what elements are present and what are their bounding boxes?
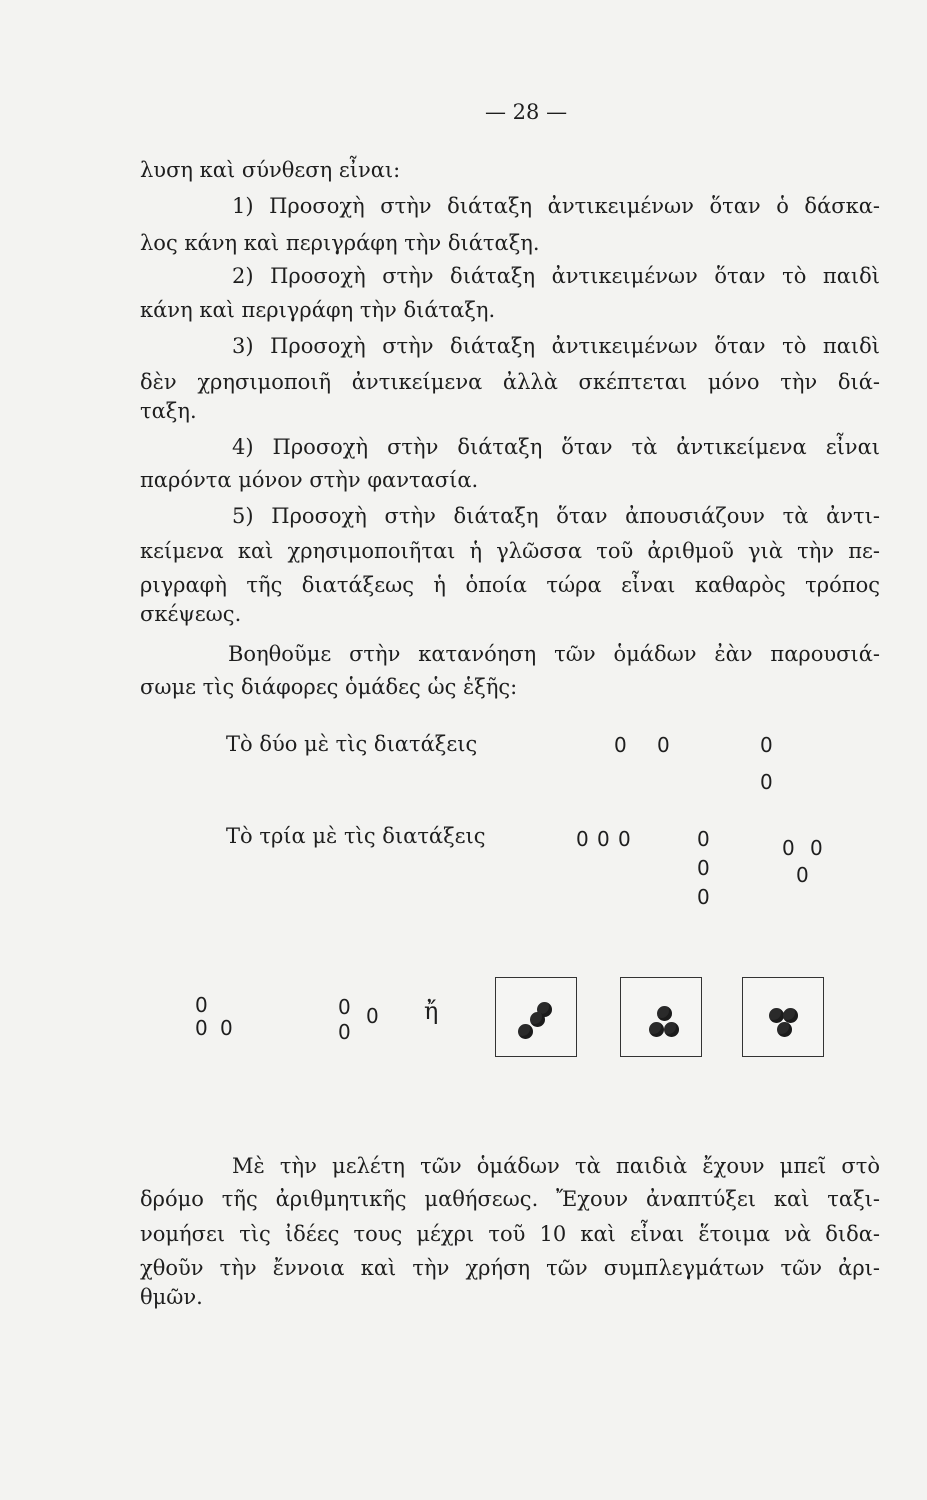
zero-mark: 0 bbox=[618, 827, 631, 851]
dot-box bbox=[495, 977, 577, 1057]
zero-mark: 0 bbox=[796, 863, 809, 887]
text-line: παρόντα μόνον στὴν φαντασία. bbox=[140, 468, 479, 492]
text-line: θμῶν. bbox=[140, 1285, 203, 1309]
zero-mark: 0 bbox=[782, 836, 795, 860]
text-line: 5) Προσοχὴ στὴν διάταξη ὅταν ἀπουσιάζουν τὰ ἀντι- bbox=[232, 504, 880, 528]
text-line: Βοηθοῦμε στὴν κατανόηση τῶν ὁμάδων ἐὰν παρουσιά- bbox=[228, 642, 880, 666]
text-line: λυση καὶ σύνθεση εἶναι: bbox=[140, 158, 401, 182]
dot-box bbox=[620, 977, 702, 1057]
dot bbox=[769, 1008, 784, 1023]
zero-mark: 0 bbox=[220, 1016, 233, 1040]
text-line: 2) Προσοχὴ στὴν διάταξη ἀντικειμένων ὅταν τὸ παιδὶ bbox=[232, 264, 880, 288]
zero-mark: 0 bbox=[576, 827, 589, 851]
zero-mark: 0 bbox=[338, 1020, 351, 1044]
dot bbox=[649, 1022, 664, 1037]
text-line: σωμε τὶς διάφορες ὁμάδες ὡς ἑξῆς: bbox=[140, 675, 518, 699]
zero-mark: 0 bbox=[597, 827, 610, 851]
text-line: ριγραφὴ τῆς διατάξεως ἡ ὁποία τώρα εἶναι καθαρὸς τρόπος bbox=[140, 573, 880, 597]
two-label: Τὸ δύο μὲ τὶς διατάξεις bbox=[226, 732, 478, 756]
text-line: νομήσει τὶς ἰδέες τους μέχρι τοῦ 10 καὶ εἶναι ἕτοιμα νὰ διδα- bbox=[140, 1222, 880, 1246]
text-line: λος κάνη καὶ περιγράφη τὴν διάταξη. bbox=[140, 231, 540, 255]
dot bbox=[664, 1022, 679, 1037]
zero-mark: 0 bbox=[760, 733, 773, 757]
zero-mark: 0 bbox=[697, 856, 710, 880]
zero-mark: 0 bbox=[338, 995, 351, 1019]
zero-mark: 0 bbox=[195, 1016, 208, 1040]
text-line: 4) Προσοχὴ στὴν διάταξη ὅταν τὰ ἀντικείμενα εἶναι bbox=[232, 435, 880, 459]
zero-mark: 0 bbox=[760, 770, 773, 794]
or-word: ἤ bbox=[424, 997, 439, 1025]
text-line: 3) Προσοχὴ στὴν διάταξη ἀντικειμένων ὅταν τὸ παιδὶ bbox=[232, 334, 880, 358]
page-number: — 28 — bbox=[485, 100, 568, 124]
zero-mark: 0 bbox=[810, 836, 823, 860]
text-line: χθοῦν τὴν ἔννοια καὶ τὴν χρήση τῶν συμπλεγμάτων τῶν ἀρι- bbox=[140, 1256, 880, 1280]
dot bbox=[530, 1012, 545, 1027]
zero-mark: 0 bbox=[697, 885, 710, 909]
text-line: σκέψεως. bbox=[140, 602, 242, 626]
text-line: Μὲ τὴν μελέτη τῶν ὁμάδων τὰ παιδιὰ ἔχουν μπεῖ στὸ bbox=[232, 1154, 880, 1178]
zero-mark: 0 bbox=[657, 733, 670, 757]
text-line: 1) Προσοχὴ στὴν διάταξη ἀντικειμένων ὅταν ὁ δάσκα- bbox=[232, 194, 880, 218]
text-line: κείμενα καὶ χρησιμοποιῆται ἡ γλῶσσα τοῦ ἀριθμοῦ γιὰ τὴν πε- bbox=[140, 539, 880, 563]
text-line: δὲν χρησιμοποιῆ ἀντικείμενα ἀλλὰ σκέπτεται μόνο τὴν διά- bbox=[140, 370, 880, 394]
text-line: ταξη. bbox=[140, 399, 197, 423]
dot bbox=[518, 1024, 533, 1039]
text-line: κάνη καὶ περιγράφη τὴν διάταξη. bbox=[140, 298, 496, 322]
three-label: Τὸ τρία μὲ τὶς διατάξεις bbox=[226, 824, 486, 848]
zero-mark: 0 bbox=[614, 733, 627, 757]
zero-mark: 0 bbox=[697, 827, 710, 851]
dot bbox=[657, 1006, 672, 1021]
text-line: δρόμο τῆς ἀριθμητικῆς μαθήσεως. Ἔχουν ἀναπτύξει καὶ ταξι- bbox=[140, 1187, 880, 1211]
dot bbox=[783, 1008, 798, 1023]
dot-box bbox=[742, 977, 824, 1057]
dot bbox=[777, 1022, 792, 1037]
zero-mark: 0 bbox=[195, 993, 208, 1017]
zero-mark: 0 bbox=[366, 1004, 379, 1028]
